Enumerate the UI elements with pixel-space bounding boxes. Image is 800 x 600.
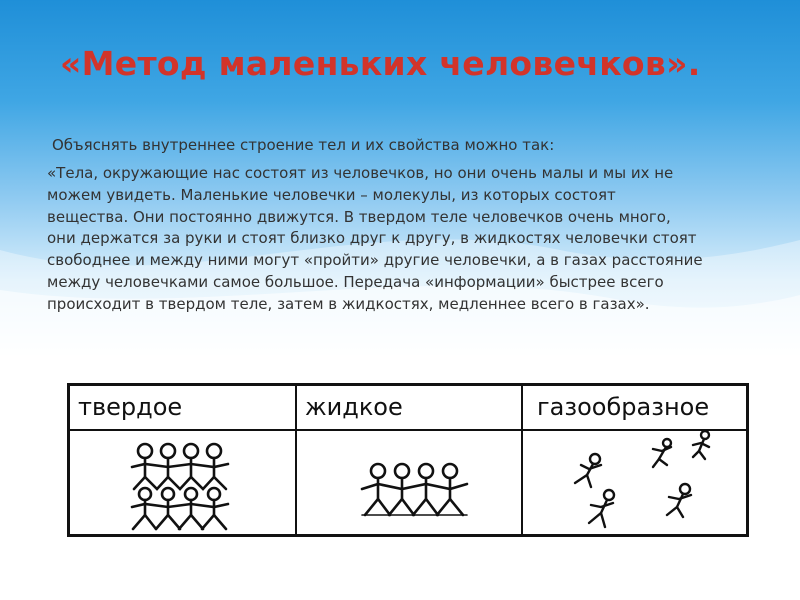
intro-text: Объяснять внутреннее строение тел и их свойства можно так: — [52, 136, 555, 154]
solid-figure-row-top — [132, 444, 228, 489]
header-liquid: жидкое — [305, 393, 403, 421]
gas-figure — [667, 484, 691, 517]
body-line: между человечками самое большое. Передача «информации» быстрее всего — [47, 272, 664, 291]
header-solid: твердое — [78, 393, 183, 421]
body-line: вещества. Они постоянно движутся. В твердом теле человечков очень много, — [47, 207, 671, 226]
header-gas: газообразное — [537, 393, 710, 421]
body-line: «Тела, окружающие нас состоят из человечков, но они очень малы и мы их не — [47, 164, 674, 182]
solid-figure-row-bottom — [132, 488, 228, 529]
body-line: можем увидеть. Маленькие человечки – молекулы, из которых состоят — [47, 185, 616, 204]
gas-figure — [693, 431, 709, 459]
slide-title: «Метод маленьких человечков». — [60, 44, 701, 83]
gas-figure — [653, 439, 671, 467]
gas-molecules-figure — [523, 431, 749, 537]
body-line: происходит в твердом теле, затем в жидкостях, медленнее всего в газах». — [47, 294, 650, 313]
liquid-molecules-figure — [297, 431, 521, 537]
gas-figure — [575, 454, 601, 487]
body-line: они держатся за руки и стоят близко друг к другу, в жидкостях человечки стоят — [47, 229, 697, 248]
solid-molecules-figure — [70, 431, 295, 537]
gas-figure — [589, 490, 614, 527]
body-text — [47, 163, 767, 316]
body-line: свободнее и между ними могут «пройти» другие человечки, а в газах расстояние — [47, 251, 703, 270]
states-table — [67, 383, 749, 537]
